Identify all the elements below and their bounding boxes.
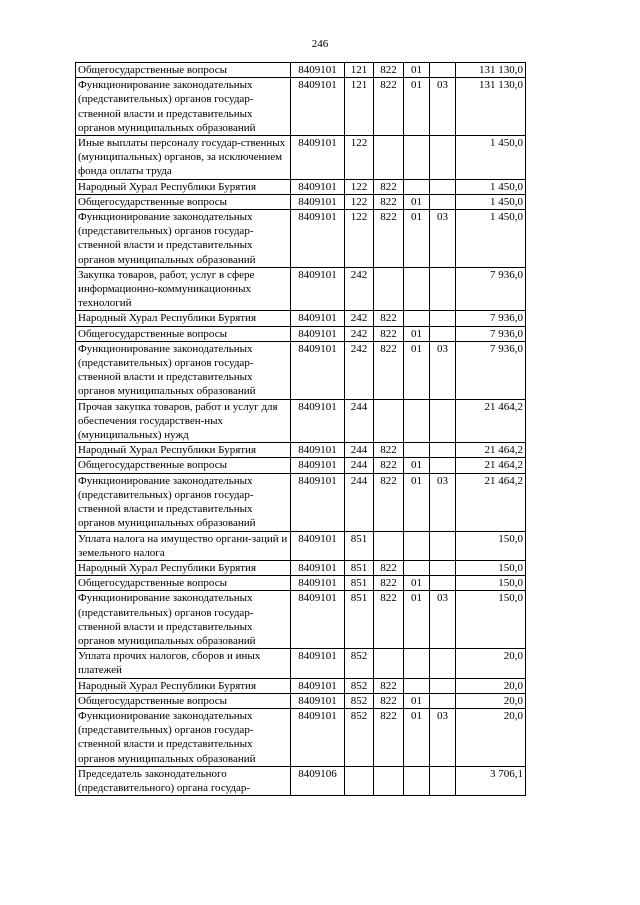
target-code-cell: 8409101 <box>291 399 345 443</box>
section-cell <box>404 399 430 443</box>
subsection-cell <box>430 179 456 194</box>
target-code-cell: 8409101 <box>291 591 345 649</box>
subsection-cell <box>430 267 456 311</box>
subsection-cell <box>430 443 456 458</box>
amount-cell: 21 464,2 <box>456 443 526 458</box>
expense-type-cell: 244 <box>345 473 374 531</box>
subsection-cell <box>430 678 456 693</box>
table-row <box>76 326 526 341</box>
section-cell <box>404 443 430 458</box>
expense-name-cell: Закупка товаров, работ, услуг в сфере информационно-коммуникационных технологий <box>76 267 291 311</box>
section-cell: 01 <box>404 63 430 78</box>
table-row <box>76 473 526 531</box>
ministry-code-cell <box>374 531 404 560</box>
expense-type-cell: 242 <box>345 311 374 326</box>
section-cell <box>404 311 430 326</box>
amount-cell: 7 936,0 <box>456 326 526 341</box>
expense-type-cell: 851 <box>345 591 374 649</box>
ministry-code-cell: 822 <box>374 576 404 591</box>
subsection-cell <box>430 531 456 560</box>
budget-table-body <box>76 63 526 796</box>
amount-cell: 150,0 <box>456 560 526 575</box>
section-cell: 01 <box>404 591 430 649</box>
subsection-cell <box>430 458 456 473</box>
expense-name-cell: Народный Хурал Республики Бурятия <box>76 179 291 194</box>
ministry-code-cell: 822 <box>374 311 404 326</box>
table-row <box>76 443 526 458</box>
expense-type-cell: 852 <box>345 708 374 766</box>
expense-type-cell: 242 <box>345 341 374 399</box>
section-cell: 01 <box>404 708 430 766</box>
expense-name-cell: Уплата прочих налогов, сборов и иных платежей <box>76 649 291 678</box>
ministry-code-cell <box>374 649 404 678</box>
expense-type-cell: 122 <box>345 179 374 194</box>
ministry-code-cell: 822 <box>374 341 404 399</box>
ministry-code-cell: 822 <box>374 326 404 341</box>
subsection-cell <box>430 766 456 795</box>
ministry-code-cell: 822 <box>374 179 404 194</box>
expense-name-cell: Прочая закупка товаров, работ и услуг для обеспечения государствен-ных (муниципальных) нужд <box>76 399 291 443</box>
ministry-code-cell: 822 <box>374 78 404 136</box>
amount-cell: 7 936,0 <box>456 311 526 326</box>
section-cell: 01 <box>404 458 430 473</box>
amount-cell: 150,0 <box>456 591 526 649</box>
amount-cell: 1 450,0 <box>456 136 526 180</box>
target-code-cell: 8409101 <box>291 649 345 678</box>
section-cell <box>404 678 430 693</box>
expense-name-cell: Народный Хурал Республики Бурятия <box>76 678 291 693</box>
subsection-cell <box>430 576 456 591</box>
table-row <box>76 63 526 78</box>
ministry-code-cell <box>374 399 404 443</box>
target-code-cell: 8409101 <box>291 194 345 209</box>
target-code-cell: 8409101 <box>291 560 345 575</box>
amount-cell: 131 130,0 <box>456 78 526 136</box>
table-row <box>76 311 526 326</box>
expense-name-cell: Уплата налога на имущество органи-заций и земельного налога <box>76 531 291 560</box>
target-code-cell: 8409101 <box>291 678 345 693</box>
amount-cell: 131 130,0 <box>456 63 526 78</box>
ministry-code-cell: 822 <box>374 458 404 473</box>
ministry-code-cell <box>374 267 404 311</box>
target-code-cell: 8409106 <box>291 766 345 795</box>
target-code-cell: 8409101 <box>291 708 345 766</box>
section-cell: 01 <box>404 473 430 531</box>
expense-type-cell: 851 <box>345 560 374 575</box>
amount-cell: 20,0 <box>456 649 526 678</box>
page-number: 246 <box>311 38 329 50</box>
budget-table <box>75 62 526 796</box>
ministry-code-cell: 822 <box>374 678 404 693</box>
section-cell: 01 <box>404 210 430 268</box>
target-code-cell: 8409101 <box>291 531 345 560</box>
table-row <box>76 194 526 209</box>
expense-name-cell: Функционирование законодательных (представительных) органов государ-ственной власти и представительных органов муниципальных образований <box>76 591 291 649</box>
ministry-code-cell: 822 <box>374 591 404 649</box>
table-row <box>76 341 526 399</box>
expense-name-cell: Народный Хурал Республики Бурятия <box>76 443 291 458</box>
table-row <box>76 766 526 795</box>
expense-name-cell: Функционирование законодательных (представительных) органов государ-ственной власти и представительных органов муниципальных образований <box>76 708 291 766</box>
amount-cell: 150,0 <box>456 531 526 560</box>
target-code-cell: 8409101 <box>291 179 345 194</box>
section-cell: 01 <box>404 78 430 136</box>
target-code-cell: 8409101 <box>291 311 345 326</box>
target-code-cell: 8409101 <box>291 458 345 473</box>
target-code-cell: 8409101 <box>291 136 345 180</box>
expense-type-cell: 244 <box>345 458 374 473</box>
expense-type-cell: 122 <box>345 210 374 268</box>
subsection-cell: 03 <box>430 78 456 136</box>
expense-name-cell: Функционирование законодательных (представительных) органов государ-ственной власти и представительных органов муниципальных образований <box>76 473 291 531</box>
expense-name-cell: Общегосударственные вопросы <box>76 63 291 78</box>
table-row <box>76 78 526 136</box>
table-row <box>76 576 526 591</box>
expense-type-cell: 244 <box>345 443 374 458</box>
section-cell: 01 <box>404 341 430 399</box>
section-cell: 01 <box>404 194 430 209</box>
table-row <box>76 531 526 560</box>
subsection-cell: 03 <box>430 591 456 649</box>
ministry-code-cell <box>374 136 404 180</box>
section-cell: 01 <box>404 326 430 341</box>
ministry-code-cell: 822 <box>374 473 404 531</box>
subsection-cell <box>430 649 456 678</box>
expense-type-cell: 242 <box>345 267 374 311</box>
subsection-cell <box>430 311 456 326</box>
table-row <box>76 267 526 311</box>
expense-type-cell: 851 <box>345 531 374 560</box>
subsection-cell <box>430 560 456 575</box>
target-code-cell: 8409101 <box>291 78 345 136</box>
expense-name-cell: Функционирование законодательных (представительных) органов государ-ственной власти и представительных органов муниципальных образований <box>76 341 291 399</box>
section-cell <box>404 766 430 795</box>
amount-cell: 7 936,0 <box>456 341 526 399</box>
ministry-code-cell <box>374 766 404 795</box>
expense-type-cell: 242 <box>345 326 374 341</box>
ministry-code-cell: 822 <box>374 63 404 78</box>
target-code-cell: 8409101 <box>291 267 345 311</box>
table-row <box>76 399 526 443</box>
amount-cell: 3 706,1 <box>456 766 526 795</box>
amount-cell: 20,0 <box>456 678 526 693</box>
target-code-cell: 8409101 <box>291 210 345 268</box>
table-row <box>76 678 526 693</box>
amount-cell: 7 936,0 <box>456 267 526 311</box>
amount-cell: 1 450,0 <box>456 179 526 194</box>
target-code-cell: 8409101 <box>291 326 345 341</box>
expense-name-cell: Общегосударственные вопросы <box>76 576 291 591</box>
target-code-cell: 8409101 <box>291 63 345 78</box>
expense-type-cell: 851 <box>345 576 374 591</box>
ministry-code-cell: 822 <box>374 210 404 268</box>
expense-type-cell: 121 <box>345 63 374 78</box>
expense-name-cell: Общегосударственные вопросы <box>76 194 291 209</box>
expense-type-cell <box>345 766 374 795</box>
expense-name-cell: Народный Хурал Республики Бурятия <box>76 560 291 575</box>
table-row <box>76 693 526 708</box>
target-code-cell: 8409101 <box>291 473 345 531</box>
target-code-cell: 8409101 <box>291 341 345 399</box>
subsection-cell: 03 <box>430 341 456 399</box>
table-row <box>76 591 526 649</box>
subsection-cell <box>430 136 456 180</box>
expense-name-cell: Функционирование законодательных (представительных) органов государ-ственной власти и представительных органов муниципальных образований <box>76 210 291 268</box>
subsection-cell <box>430 326 456 341</box>
table-row <box>76 136 526 180</box>
section-cell <box>404 531 430 560</box>
ministry-code-cell: 822 <box>374 708 404 766</box>
ministry-code-cell: 822 <box>374 693 404 708</box>
table-row <box>76 708 526 766</box>
section-cell <box>404 560 430 575</box>
table-row <box>76 649 526 678</box>
subsection-cell: 03 <box>430 473 456 531</box>
amount-cell: 1 450,0 <box>456 210 526 268</box>
expense-type-cell: 122 <box>345 136 374 180</box>
expense-type-cell: 852 <box>345 649 374 678</box>
amount-cell: 21 464,2 <box>456 399 526 443</box>
amount-cell: 20,0 <box>456 693 526 708</box>
expense-name-cell: Функционирование законодательных (представительных) органов государ-ственной власти и представительных органов муниципальных образований <box>76 78 291 136</box>
subsection-cell <box>430 399 456 443</box>
expense-name-cell: Общегосударственные вопросы <box>76 458 291 473</box>
expense-type-cell: 852 <box>345 678 374 693</box>
target-code-cell: 8409101 <box>291 576 345 591</box>
target-code-cell: 8409101 <box>291 693 345 708</box>
expense-name-cell: Общегосударственные вопросы <box>76 326 291 341</box>
amount-cell: 1 450,0 <box>456 194 526 209</box>
target-code-cell: 8409101 <box>291 443 345 458</box>
ministry-code-cell: 822 <box>374 443 404 458</box>
amount-cell: 150,0 <box>456 576 526 591</box>
amount-cell: 20,0 <box>456 708 526 766</box>
expense-type-cell: 244 <box>345 399 374 443</box>
subsection-cell <box>430 63 456 78</box>
section-cell <box>404 267 430 311</box>
section-cell: 01 <box>404 693 430 708</box>
expense-name-cell: Народный Хурал Республики Бурятия <box>76 311 291 326</box>
table-row <box>76 179 526 194</box>
section-cell: 01 <box>404 576 430 591</box>
expense-type-cell: 852 <box>345 693 374 708</box>
expense-type-cell: 122 <box>345 194 374 209</box>
expense-type-cell: 121 <box>345 78 374 136</box>
amount-cell: 21 464,2 <box>456 458 526 473</box>
amount-cell: 21 464,2 <box>456 473 526 531</box>
expense-name-cell: Председатель законодательного (представительного) органа государ- <box>76 766 291 795</box>
expense-name-cell: Иные выплаты персоналу государ-ственных (муниципальных) органов, за исключением фонда оплаты труда <box>76 136 291 180</box>
section-cell <box>404 136 430 180</box>
table-row <box>76 210 526 268</box>
section-cell <box>404 649 430 678</box>
table-row <box>76 560 526 575</box>
subsection-cell: 03 <box>430 708 456 766</box>
subsection-cell: 03 <box>430 210 456 268</box>
subsection-cell <box>430 693 456 708</box>
table-row <box>76 458 526 473</box>
subsection-cell <box>430 194 456 209</box>
expense-name-cell: Общегосударственные вопросы <box>76 693 291 708</box>
ministry-code-cell: 822 <box>374 560 404 575</box>
section-cell <box>404 179 430 194</box>
ministry-code-cell: 822 <box>374 194 404 209</box>
